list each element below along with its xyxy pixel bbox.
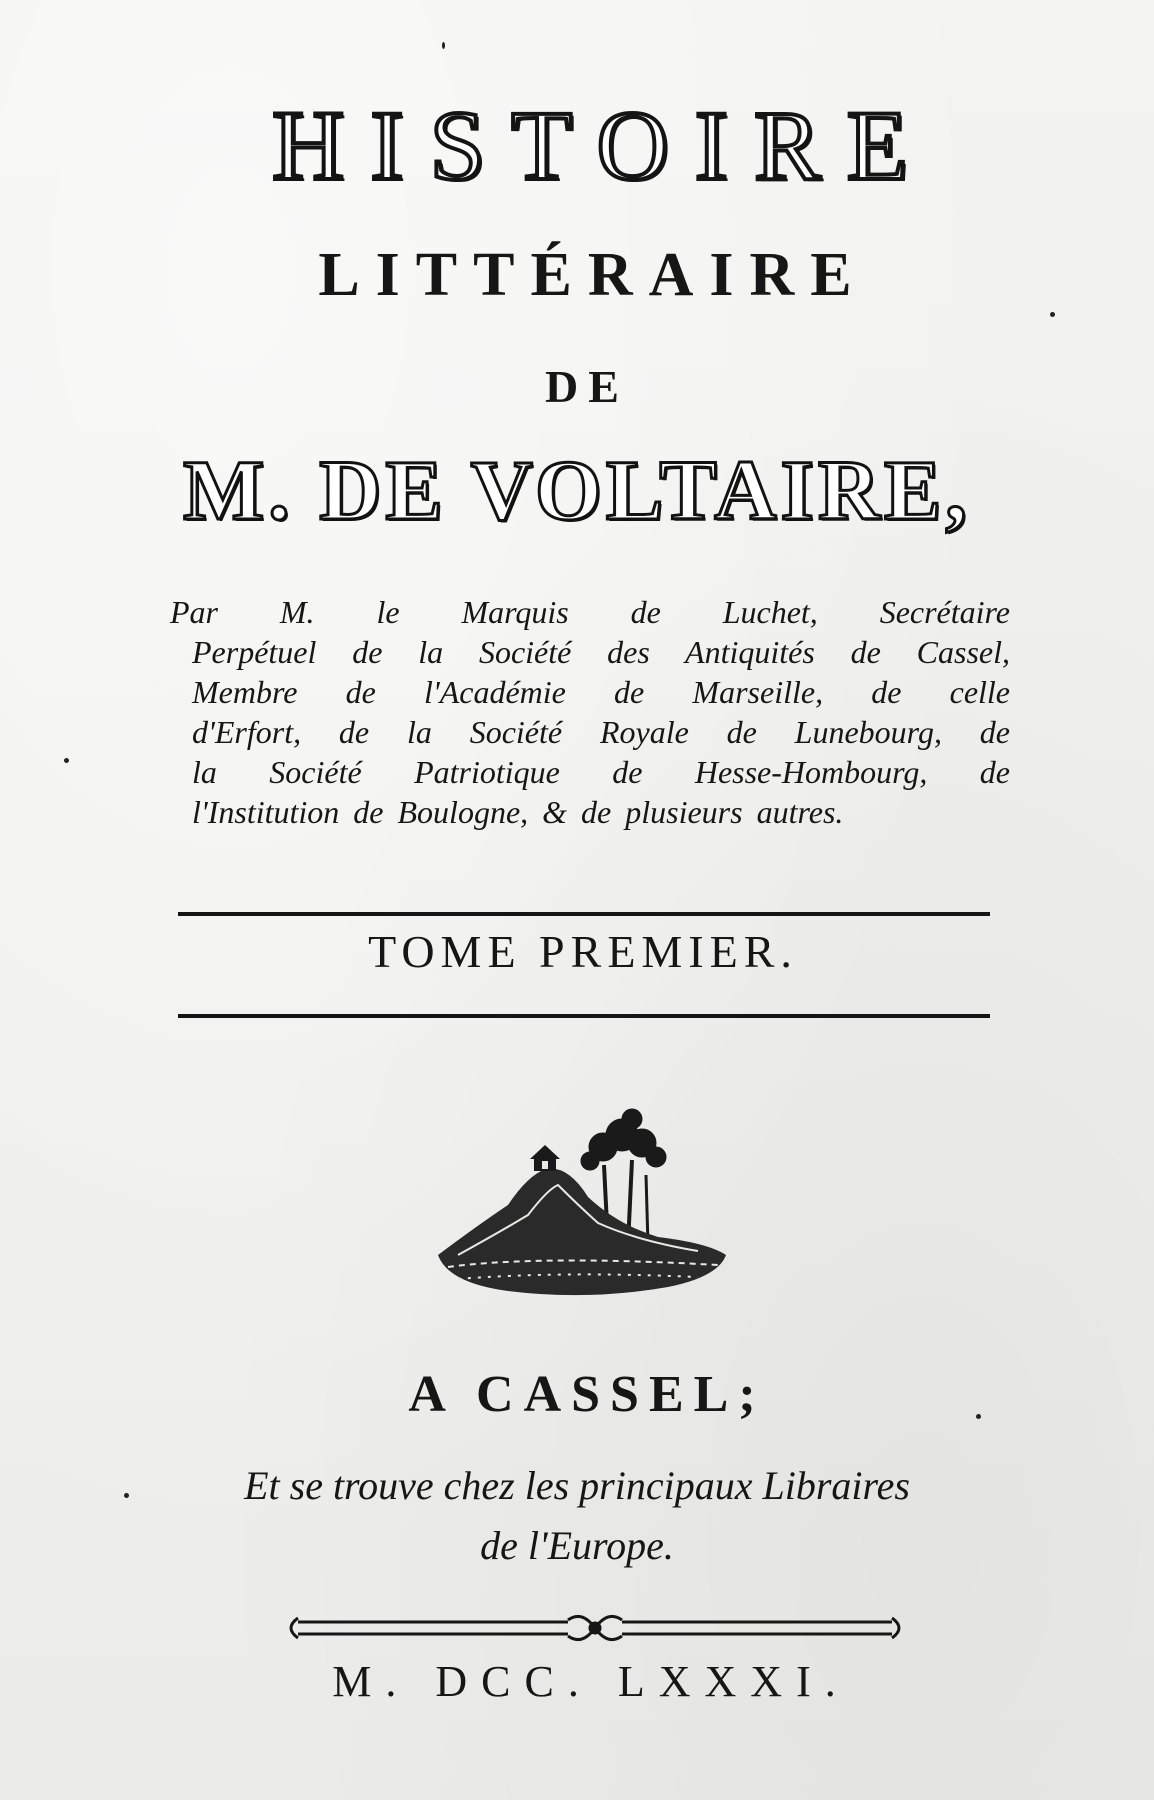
- paper-speck: [976, 1414, 981, 1419]
- bottom-rule: [178, 1014, 990, 1018]
- ornamental-rule-icon: [278, 1606, 912, 1650]
- paper-speck: [124, 1493, 129, 1498]
- author-line: la Société Patriotique de Hesse-Hombourg, de: [192, 754, 1010, 790]
- title-histoire: HISTOIRE: [272, 90, 934, 201]
- author-line: Perpétuel de la Société des Antiquités de Cassel,: [192, 634, 1010, 670]
- author-line: l'Institution de Boulogne, & de plusieurs autres.: [192, 794, 844, 830]
- paper-speck: [1050, 312, 1055, 317]
- publication-date: M. DCC. LXXXI.: [332, 1657, 850, 1706]
- title-litteraire: LITTÉRAIRE: [318, 241, 868, 309]
- paper-speck: [442, 42, 445, 49]
- landscape-woodcut-icon: [418, 1105, 738, 1305]
- author-line: Membre de l'Académie de Marseille, de celle: [192, 674, 1010, 710]
- imprint-place: A CASSEL;: [408, 1366, 766, 1423]
- imprint-line-1: Et se trouve chez les principaux Libraires: [244, 1463, 910, 1508]
- volume-label: TOME PREMIER.: [368, 926, 798, 977]
- top-rule: [178, 912, 990, 916]
- author-line: Par M. le Marquis de Luchet, Secrétaire: [170, 594, 1010, 630]
- title-voltaire: M. DE VOLTAIRE,: [183, 442, 971, 538]
- title-de: DE: [545, 361, 629, 412]
- author-line: d'Erfort, de la Société Royale de Lunebourg, de: [192, 714, 1010, 750]
- author-block: [150, 592, 1010, 832]
- paper-speck: [64, 758, 69, 763]
- imprint-line-2: de l'Europe.: [480, 1523, 674, 1568]
